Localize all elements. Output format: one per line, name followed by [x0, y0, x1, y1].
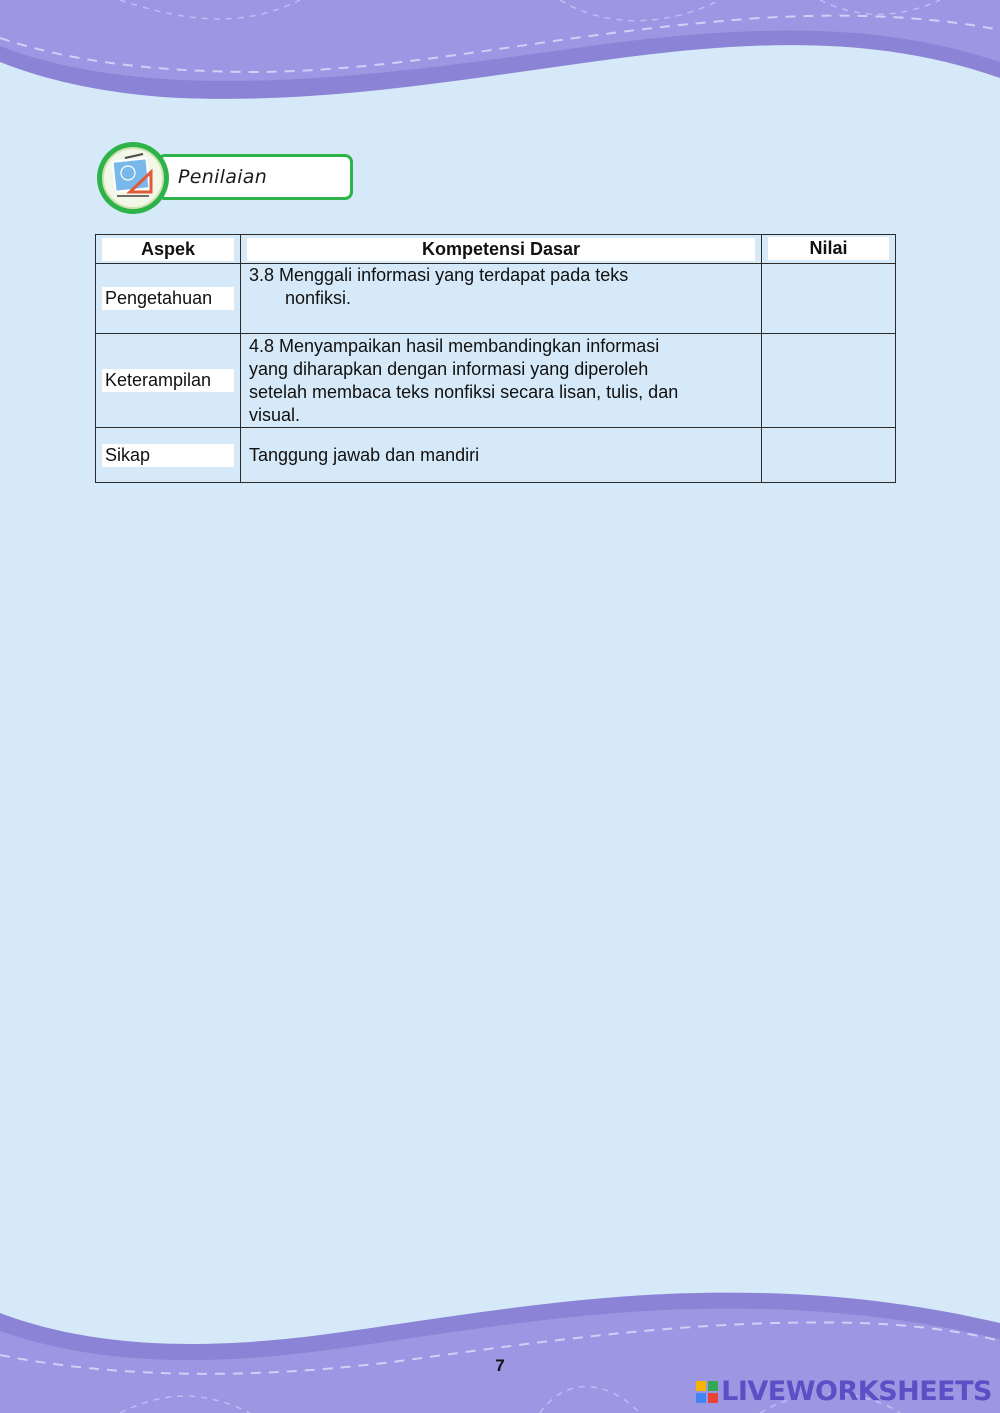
header-score: Nilai — [762, 235, 896, 264]
table-header-row — [96, 235, 896, 264]
competence-line: 4.8 Menyampaikan hasil membandingkan informasi — [249, 335, 660, 356]
competence-line: Tanggung jawab dan mandiri — [249, 444, 480, 465]
top-wave-decoration — [0, 0, 1000, 110]
liveworksheets-logo-icon — [696, 1381, 718, 1403]
competence-cell — [241, 428, 762, 483]
aspect-cell: Pengetahuan — [96, 264, 241, 334]
competence-cell — [241, 334, 762, 428]
competence-line: yang diharapkan dengan informasi yang diperoleh — [249, 358, 649, 379]
liveworksheets-brand[interactable] — [696, 1376, 992, 1407]
section-title: Penilaian — [178, 166, 268, 188]
aspect-cell: Keterampilan — [96, 334, 241, 428]
competence-line: setelah membaca teks nonfiksi secara lisan, tulis, dan — [249, 381, 679, 402]
competence-line: 3.8 Menggali informasi yang terdapat pada teks — [249, 265, 629, 285]
table-row — [96, 334, 896, 428]
header-aspect: Aspek — [96, 235, 241, 264]
assessment-table — [95, 234, 896, 483]
competence-cell — [241, 264, 762, 334]
score-cell[interactable] — [762, 428, 896, 483]
section-heading — [95, 140, 365, 218]
score-cell[interactable] — [762, 264, 896, 334]
competence-line: visual. — [249, 404, 301, 425]
section-title-box — [157, 154, 353, 200]
header-basic-competence: Kompetensi Dasar — [241, 235, 762, 264]
competence-line: nonfiksi. — [285, 288, 352, 308]
aspect-cell: Sikap — [96, 428, 241, 483]
score-cell[interactable] — [762, 334, 896, 428]
table-row — [96, 428, 896, 483]
drawing-tools-icon — [95, 140, 171, 216]
table-row — [96, 264, 896, 334]
brand-name: LIVEWORKSHEETS — [721, 1376, 992, 1407]
page-number: 7 — [495, 1356, 505, 1375]
